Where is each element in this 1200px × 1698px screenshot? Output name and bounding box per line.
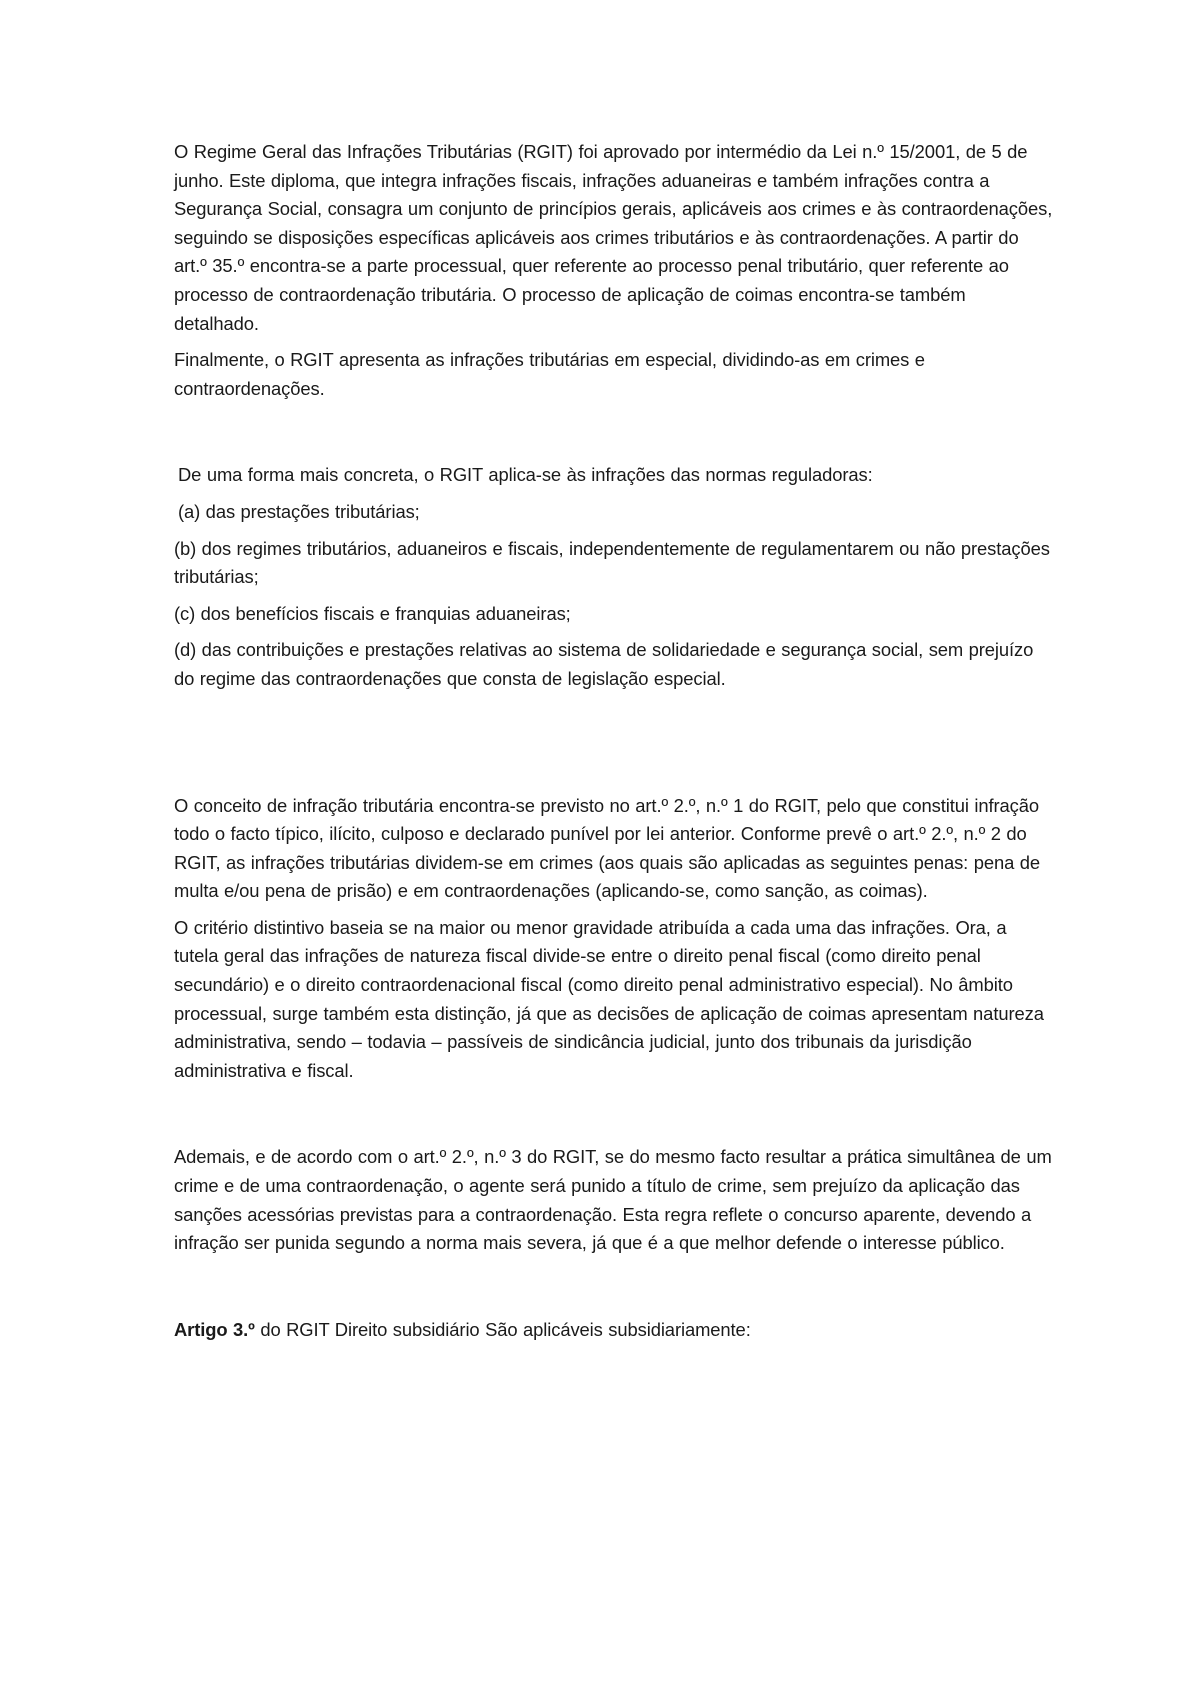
paragraph-artigo-3 [174,1316,1054,1345]
document-body [174,138,1054,1344]
paragraph-criterion: O critério distintivo baseia se na maior ou menor gravidade atribuída a cada uma das infrações. Ora, a tutela geral das infrações de natureza fiscal divide-se entre o direito penal fiscal (como direito penal secundário) e o direito contraordenacional fiscal (como direito penal administrativo especial). No âmbito processual, surge também esta distinção, já que as decisões de aplicação de coimas apresentam natureza administrativa, sendo – todavia – passíveis de sindicância judicial, junto dos tribunais da jurisdição administrativa e fiscal. [174,916,1044,1081]
article-heading: Artigo 3.º [174,1318,255,1340]
article-heading-rest: do RGIT Direito subsidiário São aplicáveis subsidiariamente: [254,1318,751,1340]
list-item-a: (a) das prestações tributárias; [178,500,420,522]
list-item-b: (b) dos regimes tributários, aduaneiros e fiscais, independentemente de regulamentarem ou não prestações tributárias; [174,537,1050,588]
paragraph-scope: De uma forma mais concreta, o RGIT aplica-se às infrações das normas reguladoras: [178,464,873,486]
list-item-c: (c) dos benefícios fiscais e franquias aduaneiras; [174,602,571,624]
paragraph-ademais: Ademais, e de acordo com o art.º 2.º, n.º 3 do RGIT, se do mesmo facto resultar a prática simultânea de um crime e de uma contraordenação, o agente será punido a título de crime, sem prejuízo da aplicação das sanções acessórias previstas para a contraordenação. Esta regra reflete o concurso aparente, devendo a infração ser punida segundo a norma mais severa, já que é a que melhor defende o interesse público. [174,1146,1052,1254]
paragraph-finalmente: Finalmente, o RGIT apresenta as infrações tributárias em especial, dividindo-as em crimes e contraordenações. [174,349,925,399]
paragraph-concept: O conceito de infração tributária encontra-se previsto no art.º 2.º, n.º 1 do RGIT, pelo que constitui infração todo o facto típico, ilícito, culposo e declarado punível por lei anterior. Conforme prevê o art.º 2.º, n.º 2 do RGIT, as infrações tributárias dividem-se em crimes (aos quais são aplicadas as seguintes penas: pena de multa e/ou pena de prisão) e em contraordenações (aplicando-se, como sanção, as coimas). [174,794,1040,902]
paragraph-intro: O Regime Geral das Infrações Tributárias (RGIT) foi aprovado por intermédio da Lei n.º 15/2001, de 5 de junho. Este diploma, que integra infrações fiscais, infrações aduaneiras e também infrações contra a Segurança Social, consagra um conjunto de princípios gerais, aplicáveis aos crimes e às contraordenações, seguindo se disposições específicas aplicáveis aos crimes tributários e às contraordenações. A partir do art.º 35.º encontra-se a parte processual, quer referente ao processo penal tributário, quer referente ao processo de contraordenação tributária. O processo de aplicação de coimas encontra-se também detalhado. [174,141,1053,334]
list-item-d: (d) das contribuições e prestações relativas ao sistema de solidariedade e segurança social, sem prejuízo do regime das contraordenações que consta de legislação especial. [174,639,1034,689]
